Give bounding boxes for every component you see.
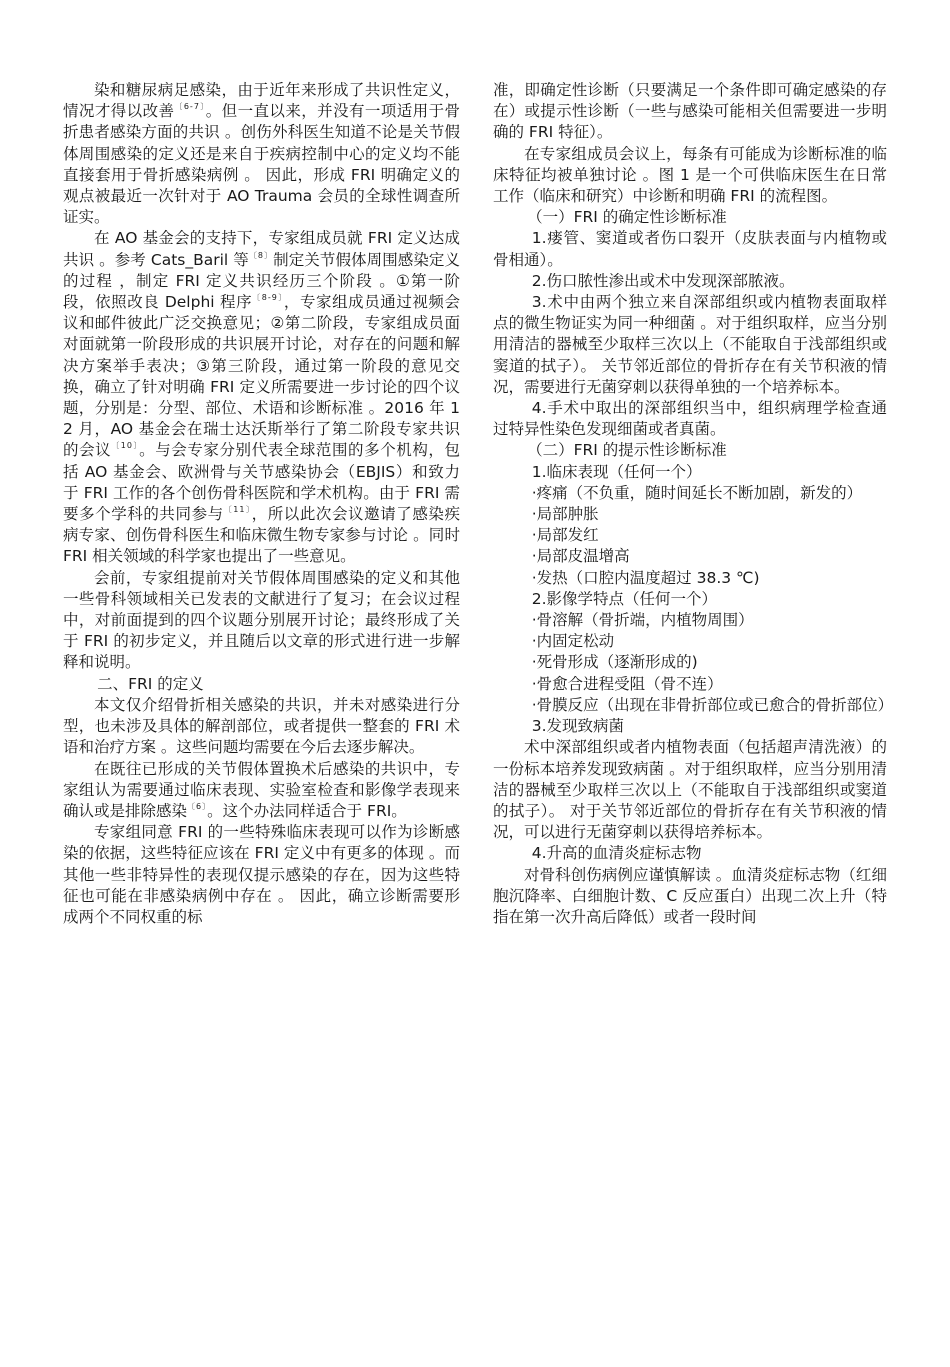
text-run: ·骨膜反应（出现在非骨折部位或已愈合的骨折部位） — [531, 695, 894, 714]
left-column — [63, 80, 460, 928]
right-column — [493, 80, 894, 928]
text-run: 对骨科创伤病例应谨慎解读 。血清炎症标志物（红细胞沉降率、白细胞计数、C 反应蛋白）出现二次上升（特指在第一次升高后降低）或者一段时间 — [493, 865, 887, 926]
paragraph — [493, 695, 894, 716]
paragraph — [63, 822, 460, 928]
paragraph — [493, 716, 887, 737]
paragraph — [63, 228, 460, 567]
text-run: 在 AO 基金会的支持下，专家组成员就 FRI 定义达成共识 。参考 Cats_Baril 等 — [63, 229, 460, 269]
paragraph — [493, 228, 887, 270]
paragraph — [493, 483, 887, 504]
paragraph — [493, 652, 887, 673]
text-run: ·疼痛（不负重，随时间延长不断加剧，新发的） — [531, 483, 863, 502]
text-run: ·局部肿胀 — [531, 505, 599, 524]
citation-ref: 〔8〕 — [248, 250, 274, 260]
text-run: 制定关节假体周围感染定义的过程 ，制定 FRI 定义共识经历三个阶段 。①第一阶段，依照改良 Delphi 程序 — [63, 250, 461, 312]
text-run: ·死骨形成（逐渐形成的) — [531, 653, 698, 672]
text-run: 在专家组成员会议上，每条有可能成为诊断标准的临床特征均被单独讨论 。图 1 是一个可供临床医生在日常工作（临床和研究）中诊断和明确 FRI 的流程图。 — [493, 144, 887, 206]
paragraph — [493, 80, 887, 144]
citation-ref: 〔11〕 — [223, 505, 252, 515]
text-run: ·内固定松动 — [531, 632, 615, 651]
paragraph — [493, 589, 887, 610]
paragraph — [493, 610, 887, 631]
text-run: ·骨愈合进程受阻（骨不连） — [531, 674, 723, 693]
paragraph — [493, 843, 887, 864]
text-run: 3.发现致病菌 — [531, 717, 625, 736]
text-run: 1.瘘管、窦道或者伤口裂开（皮肤表面与内植物或骨相通）。 — [493, 229, 887, 269]
text-run: 会前，专家组提前对关节假体周围感染的定义和其他一些骨科领域相关已发表的文献进行了复习；在会议过程中，对前面提到的四个议题分别展开讨论；最终形成了关于 FRI 的初步定义，并且随后以文章的形式进行进一步解释和说明。 — [63, 568, 460, 672]
citation-ref: 〔10〕 — [111, 441, 140, 451]
text-run: 4.手术中取出的深部组织当中，组织病理学检查通过特异性染色发现细菌或者真菌。 — [493, 399, 887, 439]
paragraph — [63, 695, 460, 759]
citation-ref: 〔8-9〕 — [252, 293, 284, 303]
text-run: 染和糖尿病足感染，由于近年来形成了共识性定义，情况才得以改善 — [63, 81, 460, 121]
paragraph — [493, 568, 887, 589]
text-run: 术中深部组织或者内植物表面（包括超声清洗液）的一份标本培养发现致病菌 。对于组织取样，应当分别用清洁的器械至少取样三次以上（不能取自于浅部组织或窦道的拭子）。 对于关节邻近部位的骨折存在有关节积液的情况，可以进行无菌穿刺以获得培养标本。 — [493, 738, 887, 842]
text-run: ·局部皮温增高 — [531, 547, 630, 566]
text-run: 2.影像学特点（任何一个） — [531, 589, 718, 608]
text-run: 4.升高的血清炎症标志物 — [531, 844, 702, 863]
paragraph — [493, 271, 887, 292]
text-run: 。与会专家分别代表全球范围的多个机构，包括 AO 基金会、欧洲骨与关节感染协会（EBJIS）和致力于 FRI 工作的各个创伤骨科医院和学术机构。由于 FRI 需要多个学科的共同参与 — [63, 441, 460, 524]
paragraph — [63, 674, 460, 695]
paragraph — [63, 80, 460, 228]
text-run: 专家组同意 FRI 的一些特殊临床表现可以作为诊断感染的依据，这些特征应该在 FRI 定义中有更多的体现 。而其他一些非特异性的表现仅提示感染的存在，因为这些特征也可能在非感染病例中存在 。 因此，确立诊断需要形成两个不同权重的标 — [63, 823, 460, 926]
paragraph — [493, 440, 887, 461]
paragraph — [493, 737, 887, 843]
text-run: 1.临床表现（任何一个） — [531, 462, 702, 481]
paragraph — [63, 568, 460, 674]
text-run: 3.术中由两个独立来自深部组织或内植物表面取样点的微生物证实为同一种细菌 。对于组织取样，应当分别用清洁的器械至少取样三次以上（不能取自于浅部组织或窦道的拭子）。 关节邻近部位的骨折存在有关节积液的情况，需要进行无菌穿刺以获得单独的一个培养标本。 — [493, 293, 887, 396]
text-run: ·发热（口腔内温度超过 38.3 ℃) — [531, 568, 760, 587]
paragraph — [493, 144, 887, 208]
paragraph — [493, 292, 887, 398]
citation-ref: 〔6〕 — [187, 801, 208, 811]
paragraph — [493, 631, 887, 652]
text-run: 2.伤口脓性渗出或术中发现深部脓液。 — [531, 271, 795, 290]
paragraph — [493, 865, 887, 929]
text-run: （二）FRI 的提示性诊断标准 — [527, 441, 727, 460]
text-run: 。这个办法同样适合于 FRI。 — [207, 801, 407, 820]
text-run: 。但一直以来，并没有一项适用于骨折患者感染方面的共识 。创伤外科医生知道不论是关节假体周围感染的定义还是来自于疾病控制中心的定义均不能直接套用于骨折感染病例 。 因此，形成 FRI 明确定义的观点被最近一次针对于 AO Trauma 会员的全球性调查所证实。 — [63, 102, 460, 227]
paragraph — [63, 759, 460, 823]
citation-ref: 〔6-7〕 — [174, 102, 206, 112]
text-run: （一）FRI 的确定性诊断标准 — [527, 208, 727, 227]
paragraph — [493, 462, 887, 483]
text-run: ·骨溶解（骨折端，内植物周围） — [531, 611, 754, 630]
text-run: ，专家组成员通过视频会议和邮件彼此广泛交换意见；②第二阶段，专家组成员面对面就第一阶段形成的共识展开讨论，对存在的问题和解决方案举手表决；③第三阶段，通过第一阶段的意见交换，确立了针对明确 FRI 定义所需要进一步讨论的四个议题，分别是：分型、部位、术语和诊断标准 。2016 年 12 月，AO 基金会在瑞士达沃斯举行了第二阶段专家共识的会议 — [63, 293, 460, 460]
paragraph — [493, 525, 887, 546]
text-run: 本文仅介绍骨折相关感染的共识，并未对感染进行分型，也未涉及具体的解剖部位，或者提供一整套的 FRI 术语和治疗方案 。这些问题均需要在今后去逐步解决。 — [63, 695, 460, 757]
paragraph — [493, 504, 887, 525]
text-run: ，所以此次会议邀请了感染疾病专家、创伤骨科医生和临床微生物专家参与讨论 。同时 FRI 相关领域的科学家也提出了一些意见。 — [63, 505, 460, 566]
paragraph — [493, 207, 887, 228]
paragraph — [493, 546, 887, 567]
text-run: 二、FRI 的定义 — [97, 674, 204, 693]
paragraph — [493, 398, 887, 440]
text-run: ·局部发红 — [531, 526, 599, 545]
paragraph — [493, 674, 887, 695]
text-run: 在既往已形成的关节假体置换术后感染的共识中，专家组认为需要通过临床表现、实验室检查和影像学表现来确认或是排除感染 — [63, 759, 460, 820]
text-run: 准，即确定性诊断（只要满足一个条件即可确定感染的存在）或提示性诊断（一些与感染可能相关但需要进一步明确的 FRI 特征）。 — [493, 81, 887, 142]
